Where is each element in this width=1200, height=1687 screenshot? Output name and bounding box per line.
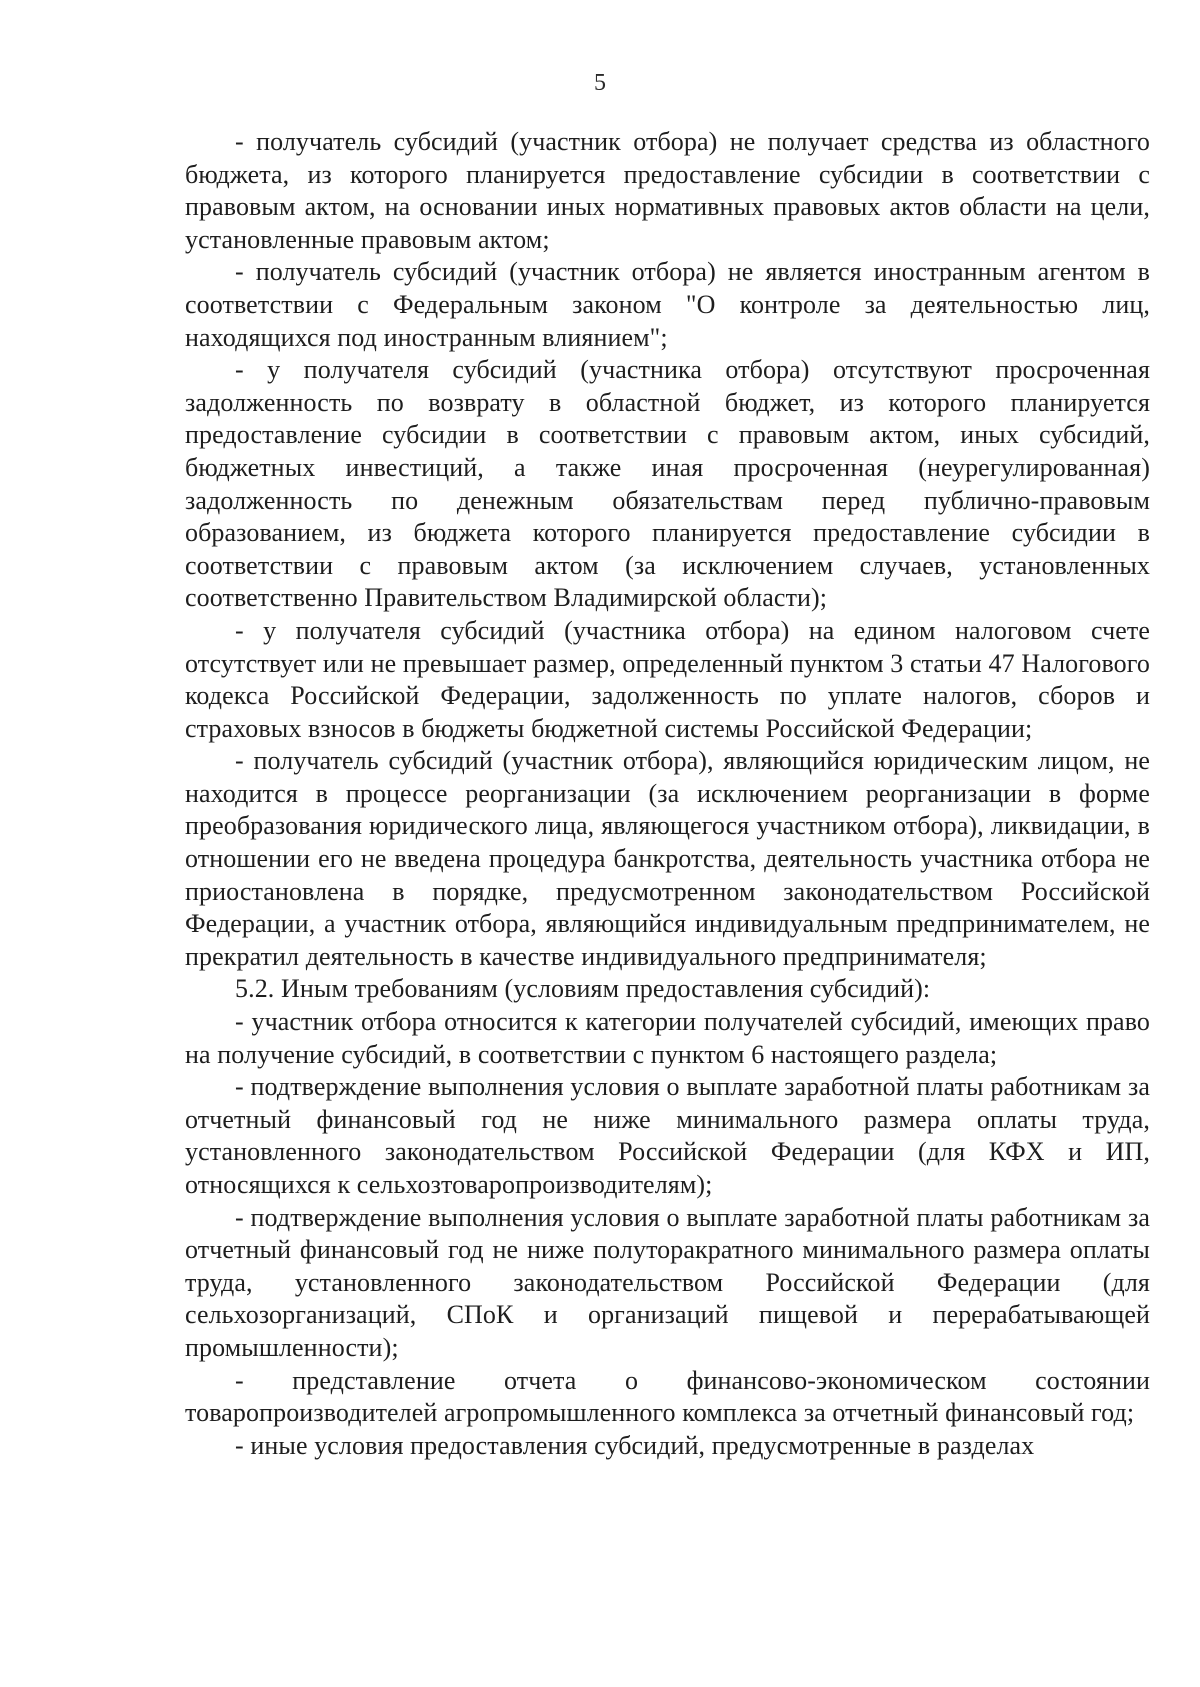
paragraph: - у получателя субсидий (участника отбора) отсутствуют просроченная задолженность по возврату в областной бюджет, из которого планируется предоставление субсидии в соответствии с правовым актом, иных субсидий, бюджетных инвестиций, а также иная просроченная (неурегулированная) задолженность по денежным обязательствам перед публично-правовым образованием, из бюджета которого планируется предоставление субсидии в соответствии с правовым актом (за исключением случаев, установленных соответственно Правительством Владимирской области);	[185, 355, 1150, 613]
paragraph: - у получателя субсидий (участника отбора) на едином налоговом счете отсутствует или не превышает размер, определенный пунктом 3 статьи 47 Налогового кодекса Российской Федерации, задолженность по уплате налогов, сборов и страховых взносов в бюджеты бюджетной системы Российской Федерации;	[185, 615, 1150, 743]
paragraph: - участник отбора относится к категории получателей субсидий, имеющих право на получение субсидий, в соответствии с пунктом 6 настоящего раздела;	[185, 1007, 1150, 1069]
paragraph: - представление отчета о финансово-экономическом состоянии товаропроизводителей агропромышленного комплекса за отчетный финансовый год;	[185, 1365, 1150, 1428]
document-body	[185, 126, 1150, 1462]
paragraph: - получатель субсидий (участник отбора) не получает средства из областного бюджета, из которого планируется предоставление субсидии в соответствии с правовым актом, на основании иных нормативных правовых актов области на цели, установленные правовым актом;	[185, 127, 1150, 254]
paragraph: - иные условия предоставления субсидий, предусмотренные в разделах	[235, 1430, 1035, 1460]
page-number: 5	[594, 70, 606, 96]
paragraph: - получатель субсидий (участник отбора), являющийся юридическим лицом, не находится в процессе реорганизации (за исключением реорганизации в форме преобразования юридического лица, являющегося участником отбора), ликвидации, в отношении его не введена процедура банкротства, деятельность участника отбора не приостановлена в порядке, предусмотренном законодательством Российской Федерации, а участник отбора, являющийся индивидуальным предпринимателем, не прекратил деятельность в качестве индивидуального предпринимателя;	[185, 746, 1150, 971]
section-heading: 5.2. Иным требованиям (условиям предоставления субсидий):	[235, 974, 931, 1004]
paragraph: - получатель субсидий (участник отбора) не является иностранным агентом в соответствии с Федеральным законом "О контроле за деятельностью лиц, находящихся под иностранным влиянием";	[185, 257, 1150, 352]
paragraph: - подтверждение выполнения условия о выплате заработной платы работникам за отчетный финансовый год не ниже минимального размера оплаты труда, установленного законодательством Российской Федерации (для КФХ и ИП, относящихся к сельхозтоваропроизводителям);	[185, 1072, 1150, 1199]
paragraph: - подтверждение выполнения условия о выплате заработной платы работникам за отчетный финансовый год не ниже полуторакратного минимального размера оплаты труда, установленного законодательством Российской Федерации (для сельхозорганизаций, СПоК и организаций пищевой и перерабатывающей промышленности);	[185, 1202, 1150, 1362]
